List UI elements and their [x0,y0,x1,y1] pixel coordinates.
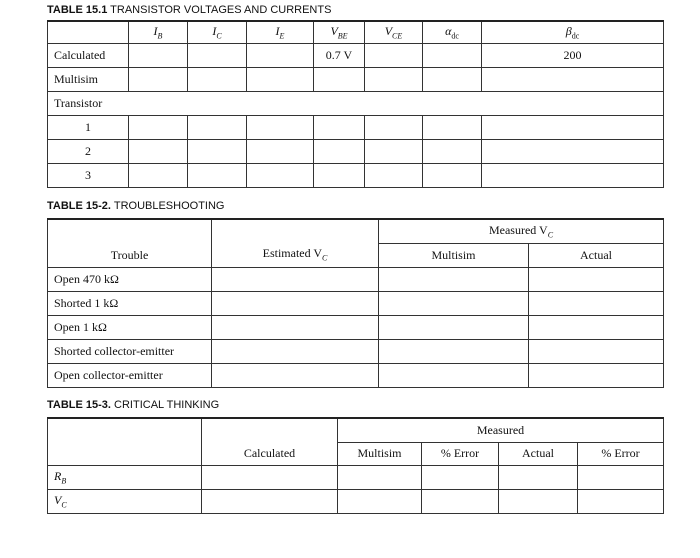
table3-caption-title: CRITICAL THINKING [114,399,220,411]
transistor-table [47,20,664,188]
cell-multisim[interactable] [338,465,422,489]
table2-row [48,291,664,315]
cell-actual[interactable] [529,291,664,315]
cell-vbe: 0.7 V [314,43,365,67]
cell-actual[interactable] [529,267,664,291]
table2-row [48,267,664,291]
table2-row [48,339,664,363]
row-label: Multisim [48,67,129,91]
cell-error-actual[interactable] [578,465,664,489]
header-actual: Actual [529,243,664,267]
table2-caption [47,200,224,212]
cell-actual[interactable] [499,489,578,513]
header-percent-error-actual: % Error [578,442,664,465]
header-estimated-vc: Estimated $V_C$ [212,219,379,267]
cell-multisim[interactable] [379,363,529,387]
cell-multisim[interactable] [379,315,529,339]
cell-vce[interactable] [365,163,423,187]
cell-vce[interactable] [365,115,423,139]
cell-error-actual[interactable] [578,489,664,513]
table1-transistor-label-row [48,91,664,115]
table3-row-vc [48,489,664,513]
header-percent-error: % Error [422,442,499,465]
cell-ic[interactable] [188,139,247,163]
trouble-label: Shorted collector-emitter [48,339,212,363]
cell-beta: 200 [482,43,664,67]
cell-ib[interactable] [129,163,188,187]
header-ie: $I_E$ [247,21,314,43]
table1-row-transistor-3 [48,163,664,187]
cell-vbe[interactable] [314,115,365,139]
table1-row-multisim [48,67,664,91]
cell-beta[interactable] [482,67,664,91]
cell-alpha[interactable] [423,163,482,187]
table1-row-transistor-2 [48,139,664,163]
table3-corner-cell [48,418,202,465]
cell-vce[interactable] [365,43,423,67]
cell-actual[interactable] [529,363,664,387]
cell-beta[interactable] [482,115,664,139]
cell-vce[interactable] [365,67,423,91]
transistor-number: 3 [48,163,129,187]
cell-actual[interactable] [499,465,578,489]
trouble-label: Open 1 kΩ [48,315,212,339]
header-actual: Actual [499,442,578,465]
cell-multisim[interactable] [379,339,529,363]
table2-caption-title: TROUBLESHOOTING [113,200,225,212]
cell-ie[interactable] [247,115,314,139]
cell-estimated[interactable] [212,339,379,363]
cell-beta[interactable] [482,139,664,163]
transistor-number: 2 [48,139,129,163]
cell-estimated[interactable] [212,267,379,291]
cell-ib[interactable] [129,67,188,91]
cell-alpha[interactable] [423,139,482,163]
cell-actual[interactable] [529,315,664,339]
cell-estimated[interactable] [212,291,379,315]
trouble-label: Shorted 1 kΩ [48,291,212,315]
cell-alpha[interactable] [423,43,482,67]
cell-alpha[interactable] [423,67,482,91]
cell-vce[interactable] [365,139,423,163]
cell-vbe[interactable] [314,163,365,187]
cell-vbe[interactable] [314,67,365,91]
table1-corner-cell [48,21,129,43]
cell-ic[interactable] [188,43,247,67]
table3-caption [47,399,219,411]
header-beta-dc: $\beta_{dc}$ [482,21,664,43]
header-vce: $V_{CE}$ [365,21,423,43]
cell-ie[interactable] [247,43,314,67]
table1-row-transistor-1 [48,115,664,139]
table1-caption [47,4,331,16]
cell-multisim[interactable] [379,267,529,291]
table1-row-calculated [48,43,664,67]
header-ib: $I_B$ [129,21,188,43]
table3-caption-number: TABLE 15-3. [47,399,111,411]
header-ic: $I_C$ [188,21,247,43]
cell-vbe[interactable] [314,139,365,163]
trouble-label: Open 470 kΩ [48,267,212,291]
header-measured: Measured [338,418,664,442]
transistor-number: 1 [48,115,129,139]
cell-calculated[interactable] [202,465,338,489]
cell-multisim[interactable] [338,489,422,513]
table2-caption-number: TABLE 15-2. [47,200,111,212]
header-calculated: Calculated [202,418,338,465]
table1-caption-number: TABLE 15.1 [47,4,108,16]
cell-error[interactable] [422,465,499,489]
cell-actual[interactable] [529,339,664,363]
cell-ie[interactable] [247,163,314,187]
row-label: Calculated [48,43,129,67]
cell-calculated[interactable] [202,489,338,513]
troubleshooting-table [47,218,664,388]
quantity-vc: $V_C$ [48,489,202,513]
table1-caption-title: TRANSISTOR VOLTAGES AND CURRENTS [110,4,332,16]
cell-beta[interactable] [482,163,664,187]
cell-ib[interactable] [129,43,188,67]
cell-ie[interactable] [247,139,314,163]
cell-estimated[interactable] [212,315,379,339]
trouble-label: Open collector-emitter [48,363,212,387]
transistor-section-label: Transistor [48,91,664,115]
table3-group-header-row [48,418,664,442]
critical-thinking-table [47,417,664,514]
header-alpha-dc: $\alpha_{dc}$ [423,21,482,43]
cell-ic[interactable] [188,67,247,91]
header-trouble: Trouble [48,219,212,267]
header-multisim: Multisim [379,243,529,267]
cell-ic[interactable] [188,115,247,139]
table2-group-header-row [48,219,664,243]
cell-ie[interactable] [247,67,314,91]
cell-ic[interactable] [188,163,247,187]
cell-multisim[interactable] [379,291,529,315]
cell-error[interactable] [422,489,499,513]
cell-ib[interactable] [129,115,188,139]
table3-row-rb [48,465,664,489]
quantity-rb: $R_B$ [48,465,202,489]
header-measured-vc: Measured $V_C$ [379,219,664,243]
table2-row [48,315,664,339]
header-multisim: Multisim [338,442,422,465]
cell-alpha[interactable] [423,115,482,139]
table2-row [48,363,664,387]
header-vbe: $V_{BE}$ [314,21,365,43]
table1-header-row [48,21,664,43]
cell-estimated[interactable] [212,363,379,387]
cell-ib[interactable] [129,139,188,163]
